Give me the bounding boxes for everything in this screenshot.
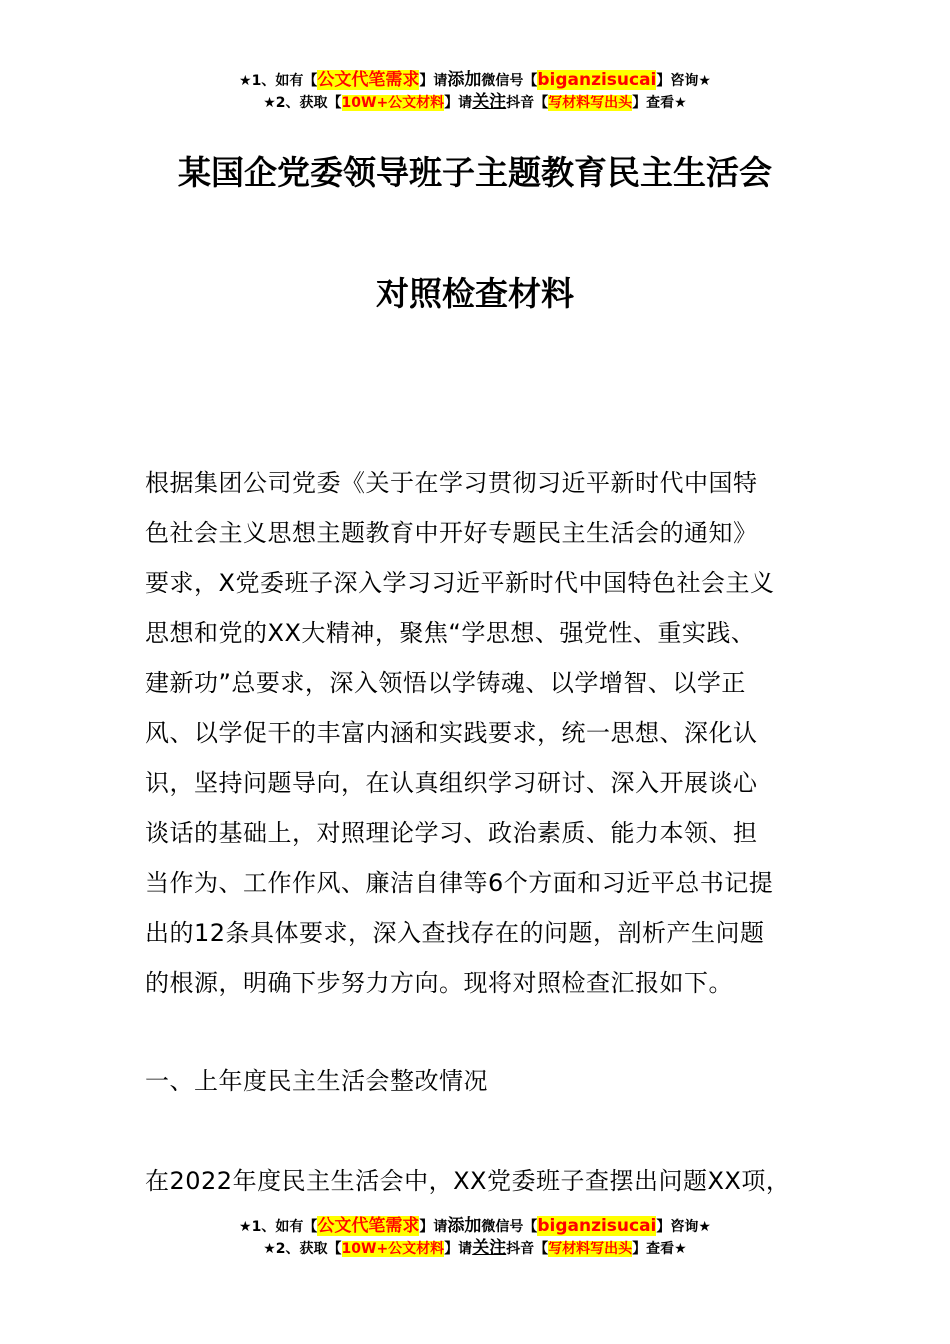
promo-highlight: 10W+公文材料 (341, 1241, 445, 1257)
paragraph-line: 谈话的基础上，对照理论学习、政治素质、能力本领、担 (145, 819, 758, 847)
paragraph-line: 要求，X党委班子深入学习习近平新时代中国特色社会主义 (145, 569, 775, 597)
promo-line-1 (0, 69, 950, 91)
promo-highlight: 公文代笔需求 (317, 70, 420, 90)
promo-text: 抖音【 (506, 1241, 549, 1257)
document-title-line-1: 某国企党委领导班子主题教育民主生活会 (178, 153, 772, 192)
promo-douyin-id: 写材料写出头 (548, 1241, 633, 1257)
paragraph-line: 出的12条具体要求，深入查找存在的问题，剖析产生问题 (145, 919, 765, 947)
paragraph-line: 色社会主义思想主题教育中开好专题民主生活会的通知》 (145, 519, 758, 547)
promo-text: 】请 (419, 1219, 448, 1235)
paragraph-line: 当作为、工作作风、廉洁自律等6个方面和习近平总书记提 (145, 869, 774, 897)
promo-highlight: 公文代笔需求 (317, 1216, 420, 1236)
promo-text: ★2、获取【 (263, 95, 342, 111)
promo-text: 】请 (419, 73, 448, 89)
promo-line-2 (0, 1237, 950, 1259)
paragraph-line: 根据集团公司党委《关于在学习贯彻习近平新时代中国特 (145, 469, 758, 497)
promo-douyin-id: 写材料写出头 (548, 95, 633, 111)
document-title-line-2: 对照检查材料 (376, 274, 574, 313)
paragraph-line: 建新功”总要求，深入领悟以学铸魂、以学增智、以学正 (145, 669, 746, 697)
paragraph-line: 的根源，明确下步努力方向。现将对照检查汇报如下。 (145, 969, 733, 997)
promo-text: 抖音【 (506, 95, 549, 111)
promo-emphasis: 添加 (447, 70, 482, 90)
promo-text: 】请 (444, 95, 473, 111)
promo-highlight: 10W+公文材料 (341, 95, 445, 111)
promo-text: 】查看★ (632, 95, 687, 111)
paragraph-line: 在2022年度民主生活会中，XX党委班子查摆出问题XX项， (145, 1167, 791, 1195)
promo-text: 微信号【 (481, 1219, 538, 1235)
promo-line-2 (0, 91, 950, 113)
promo-text: ★1、如有【 (239, 73, 318, 89)
promo-emphasis: 关注 (472, 1238, 507, 1258)
promo-wechat-id: biganzisucai (537, 70, 657, 90)
promo-emphasis: 关注 (472, 92, 507, 112)
paragraph-line: 识，坚持问题导向，在认真组织学习研讨、深入开展谈心 (145, 769, 758, 797)
promo-text: 】请 (444, 1241, 473, 1257)
promo-text: 】咨询★ (656, 1219, 711, 1235)
section-heading: 一、上年度民主生活会整改情况 (145, 1067, 488, 1095)
promo-emphasis: 添加 (447, 1216, 482, 1236)
promo-line-1 (0, 1215, 950, 1237)
promo-text: ★1、如有【 (239, 1219, 318, 1235)
promo-text: ★2、获取【 (263, 1241, 342, 1257)
paragraph-line: 风、以学促干的丰富内涵和实践要求，统一思想、深化认 (145, 719, 758, 747)
promo-wechat-id: biganzisucai (537, 1216, 657, 1236)
promo-text: 】查看★ (632, 1241, 687, 1257)
promo-text: 微信号【 (481, 73, 538, 89)
paragraph-line: 思想和党的XX大精神，聚焦“学思想、强党性、重实践、 (145, 619, 756, 647)
intro-paragraph (145, 458, 825, 1008)
promo-text: 】咨询★ (656, 73, 711, 89)
promo-banner-bottom (0, 1215, 950, 1259)
promo-banner-top (0, 69, 950, 113)
